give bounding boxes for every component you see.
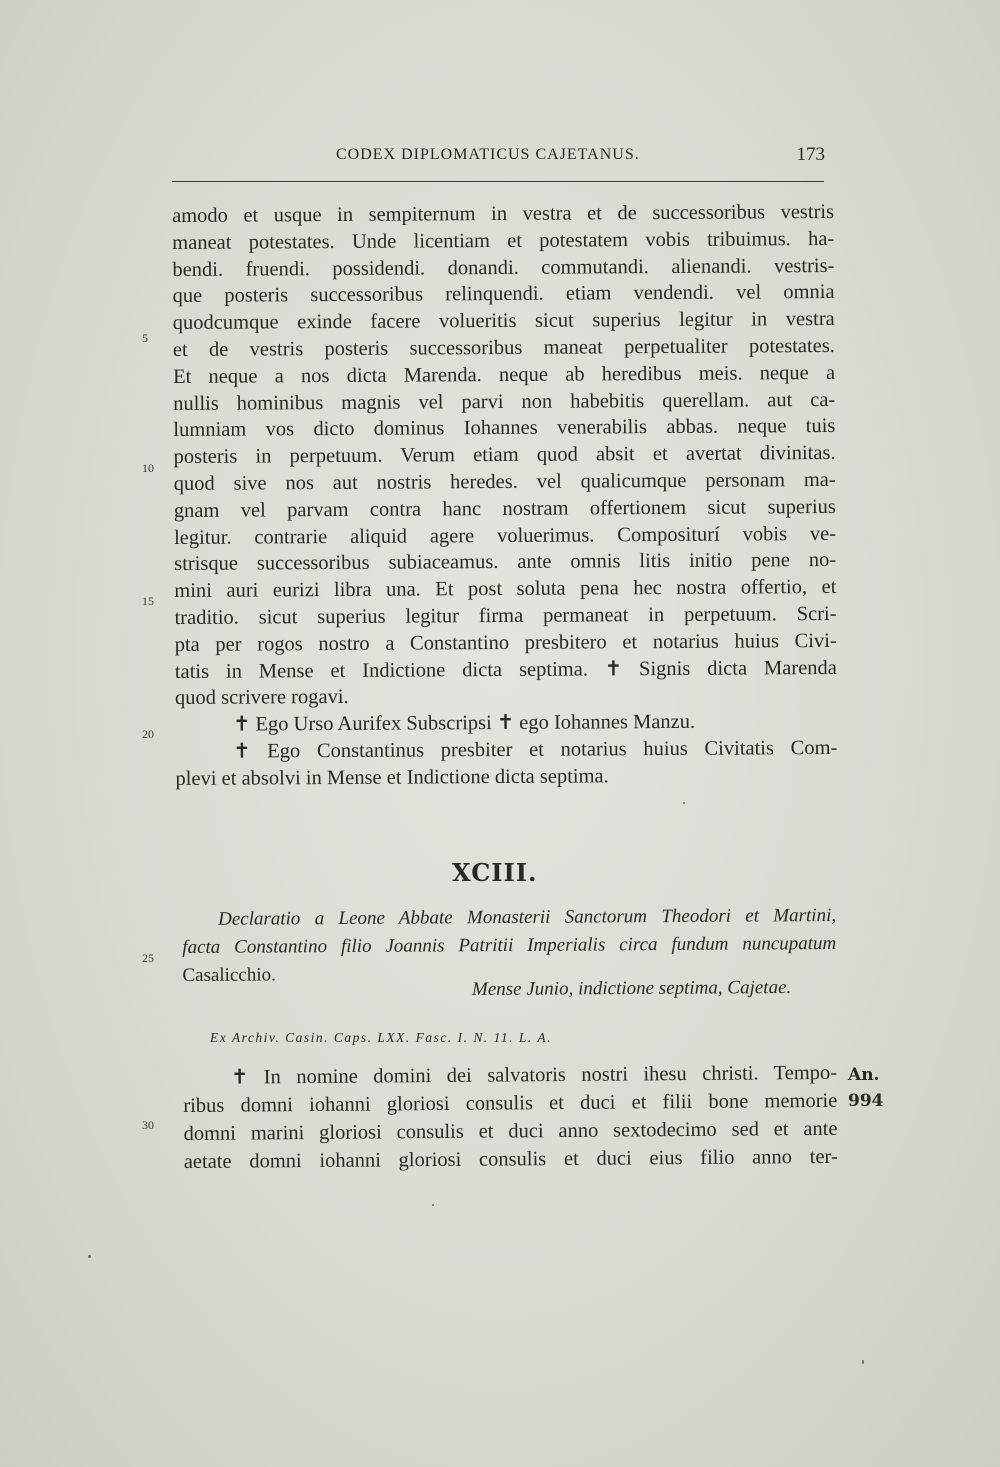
paper-speck: [862, 1360, 864, 1364]
line-number-10: 10: [142, 461, 154, 475]
signature-line: ✝ Ego Urso Aurifex Subscripsi ✝ ego Iohannes Manzu.: [233, 710, 696, 736]
text-line: aetate domni iohanni gloriosi consulis et duci eius filio anno ter-: [183, 1145, 838, 1173]
line-number-25: 25: [142, 951, 154, 965]
margin-year-note: [848, 1062, 884, 1114]
document-date: Mense Junio, indictione septima, Cajetae.: [471, 977, 792, 1000]
text-line: Et neque a nos dicta Marenda. neque ab heredibus meis. neque a: [172, 361, 836, 388]
archive-source: Ex Archiv. Casin. Caps. LXX. Fasc. I. N. 11. L. A.: [210, 1030, 552, 1045]
text-line: quod scrivere rogavi.: [174, 686, 349, 710]
text-line: quod sive nos aut nostris heredes. vel qualicumque personam ma-: [173, 468, 836, 495]
text-line: et de vestris posteris successoribus maneat perpetualiter potestates.: [172, 334, 835, 361]
text-line: traditio. sicut superius legitur firma permaneat in perpetuum. Scri-: [174, 602, 837, 629]
line-number-15: 15: [142, 594, 154, 608]
header-rule: [172, 181, 824, 182]
margin-year-value: 994: [848, 1091, 884, 1111]
summary-line: Declaratio a Leone Abbate Monasterii Sanctorum Theodori et Martini,: [218, 905, 837, 930]
text-line: que posteris successoribus relinquendi. etiam vendendi. vel omnia: [172, 281, 835, 308]
summary-line: Casalicchio.: [182, 964, 276, 986]
line-number-5: 5: [142, 331, 148, 345]
text-line: amodo et usque in sempiternum in vestra et de successoribus vestris: [172, 200, 835, 227]
running-head: [170, 146, 825, 176]
page-number: 173: [796, 144, 825, 165]
text-line: mini auri eurizi libra una. Et post soluta pena hec nostra offertio, et: [174, 576, 837, 603]
paper-speck: [88, 1255, 91, 1258]
text-line: bendi. fruendi. possidendi. donandi. commutandi. alienandi. vestris-: [172, 254, 835, 281]
text-line: gnam vel parvam contra hanc nostram offertionem sicut superius: [173, 495, 836, 522]
signature-line: ✝ Ego Constantinus presbiter et notarius huius Civitatis Com-: [233, 736, 838, 763]
line-number-30: 30: [142, 1118, 154, 1132]
section-number: XCIII.: [452, 858, 538, 887]
text-line: quodcumque exinde facere volueritis sicut superius legitur in vestra: [172, 308, 835, 335]
text-line: pta per rogos nostro a Constantino presbitero et notarius huius Civi-: [174, 629, 837, 656]
summary-line: facta Constantino filio Joannis Patritii Imperialis circa fundum nuncupatum: [182, 933, 837, 958]
signature-line: plevi et absolvi in Mense et Indictione dicta septima.: [175, 765, 609, 790]
text-line: lumniam vos dicto dominus Iohannes venerabilis abbas. neque tuis: [173, 415, 836, 442]
line-number-20: 20: [142, 727, 154, 741]
text-line: tatis in Mense et Indictione dicta septima. ✝ Signis dicta Marenda: [174, 656, 837, 683]
text-line: legitur. contrarie aliquid agere voluerimus. Compositurí vobis ve-: [173, 522, 837, 549]
main-text-block: [172, 199, 838, 793]
text-line: ribus domni iohanni gloriosi consulis et duci et filii bone memorie: [183, 1089, 838, 1117]
text-line: domni marini gloriosi consulis et duci anno sextodecimo sed et ante: [183, 1117, 838, 1145]
text-line: ✝ In nomine domini dei salvatoris nostri ihesu christi. Tempo-: [231, 1061, 838, 1089]
running-title: CODEX DIPLOMATICUS CAJETANUS.: [336, 146, 640, 163]
paper-speck: [683, 802, 685, 804]
text-line: maneat potestates. Unde licentiam et potestatem vobis tribuimus. ha-: [172, 227, 835, 254]
paper-speck: [432, 1204, 434, 1206]
text-line: strisque successoribus subiaceamus. ante omnis litis initio pene no-: [174, 549, 837, 576]
document-text-block: [183, 1059, 838, 1176]
margin-year-label: An.: [848, 1065, 880, 1085]
text-line: posteris in perpetuum. Verum etiam quod absit et avertat divinitas.: [173, 442, 836, 469]
text-line: nullis hominibus magnis vel parvi non habebitis querellam. aut ca-: [173, 388, 836, 415]
